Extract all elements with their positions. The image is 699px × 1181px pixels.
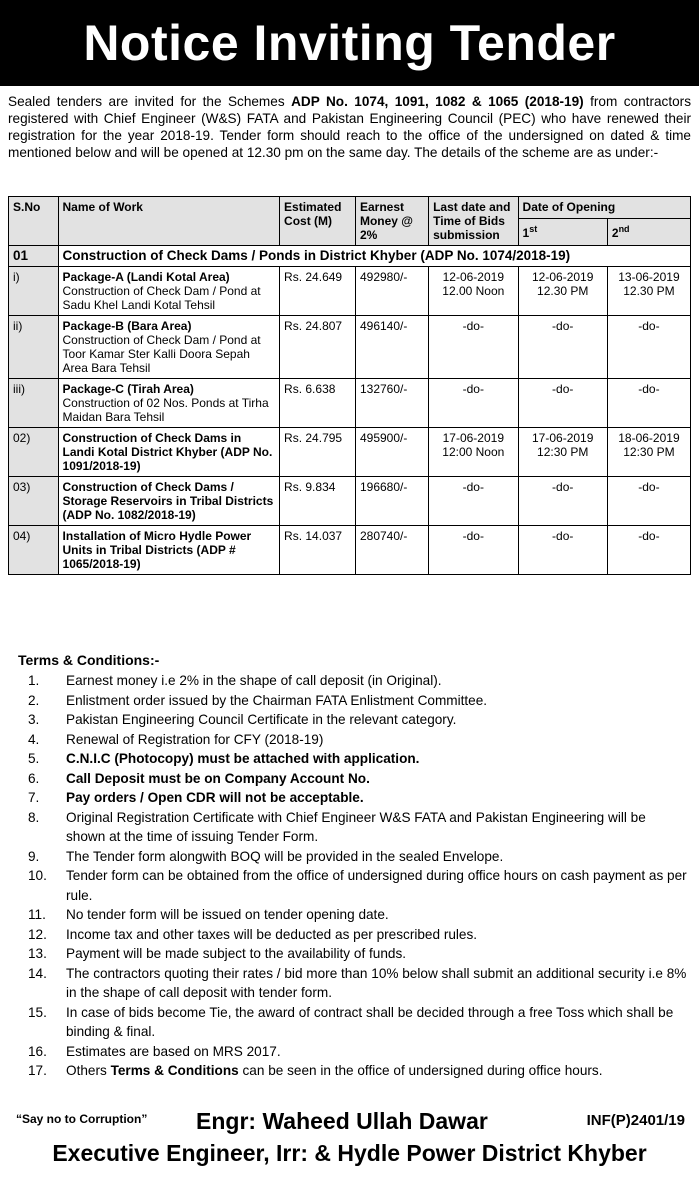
section-title: Construction of Check Dams / Ponds in District Khyber (ADP No. 1074/2018-19) [58, 246, 690, 267]
cell-name [58, 316, 280, 379]
cell-sno: 03) [9, 477, 59, 526]
term-item [18, 808, 688, 847]
term-item [18, 1042, 688, 1062]
work-title: Construction of Check Dams / Storage Reservoirs in Tribal Districts (ADP No. 1082/2018-19) [62, 480, 274, 522]
cell-last-date: -do- [429, 316, 518, 379]
term-text: Estimates are based on MRS 2017. [66, 1043, 281, 1059]
table-row [9, 428, 691, 477]
term-text: The contractors quoting their rates / bid more than 10% below shall submit an additional security i.e 8% in the shape of call deposit with tender form. [66, 965, 687, 1000]
cell-last-date: -do- [429, 379, 518, 428]
cell-second-opening: -do- [607, 477, 690, 526]
intro-text-1: Sealed tenders are invited for the Schemes [8, 94, 292, 109]
inf-reference: INF(P)2401/19 [586, 1112, 685, 1129]
term-number: 14. [28, 965, 47, 981]
term-item [18, 730, 688, 750]
cell-last-date: -do- [429, 526, 518, 575]
term-number: 3. [28, 712, 40, 727]
cell-name [58, 267, 280, 316]
table-row [9, 379, 691, 428]
term-number: 8. [28, 809, 40, 825]
term-text: In case of bids become Tie, the award of contract shall be decided through a free Toss which shall be binding & final. [66, 1004, 674, 1039]
term-number: 1. [28, 673, 40, 688]
cell-first-opening: 17-06-2019 12:30 PM [518, 428, 607, 477]
page-title: Notice Inviting Tender [0, 0, 699, 86]
table-header-row [9, 197, 691, 219]
cell-earnest-money: 495900/- [355, 428, 428, 477]
cell-cost: Rs. 6.638 [280, 379, 356, 428]
table-section-row [9, 246, 691, 267]
term-text: Tender form can be obtained from the office of undersigned during office hours on cash payment as per rule. [66, 868, 687, 903]
cell-earnest-money: 132760/- [355, 379, 428, 428]
term-text: No tender form will be issued on tender opening date. [66, 907, 389, 922]
term-text: Call Deposit must be on Company Account No. [66, 770, 370, 786]
cell-sno: 04) [9, 526, 59, 575]
cell-earnest-money: 496140/- [355, 316, 428, 379]
cell-last-date: 12-06-2019 12.00 Noon [429, 267, 518, 316]
cell-first-opening: -do- [518, 526, 607, 575]
cell-name [58, 526, 280, 575]
term-text: Original Registration Certificate with Chief Engineer W&S FATA and Pakistan Engineering will be shown at the time of issuing Tender Form. [66, 809, 646, 844]
intro-adp-numbers: ADP No. 1074, 1091, 1082 & 1065 (2018-19) [291, 94, 584, 109]
term-text: Pakistan Engineering Council Certificate in the relevant category. [66, 712, 457, 727]
cell-sno: i) [9, 267, 59, 316]
table-row [9, 316, 691, 379]
term-item [18, 691, 688, 711]
term-item [18, 788, 688, 808]
term-number: 6. [28, 770, 40, 786]
term-number: 12. [28, 926, 47, 942]
cell-cost: Rs. 9.834 [280, 477, 356, 526]
header-name: Name of Work [58, 197, 280, 246]
cell-name [58, 428, 280, 477]
term-item [18, 866, 688, 905]
cell-cost: Rs. 24.649 [280, 267, 356, 316]
term-text: C.N.I.C (Photocopy) must be attached with application. [66, 751, 420, 766]
cell-second-opening: -do- [607, 316, 690, 379]
cell-first-opening: -do- [518, 316, 607, 379]
term-text: The Tender form alongwith BOQ will be provided in the sealed Envelope. [66, 848, 504, 864]
terms-heading: Terms & Conditions:- [18, 652, 160, 668]
term-number: 15. [28, 1004, 47, 1020]
term-item [18, 925, 688, 945]
table-row [9, 526, 691, 575]
term-number: 10. [28, 868, 47, 883]
header-cost: Estimated Cost (M) [280, 197, 356, 246]
term-item [18, 905, 688, 925]
work-description: Construction of 02 Nos. Ponds at Tirha Maidan Bara Tehsil [62, 396, 269, 424]
term-number: 2. [28, 692, 40, 708]
term-number: 13. [28, 946, 47, 961]
term-item [18, 769, 688, 789]
term-number: 5. [28, 751, 40, 766]
header-date-of-opening: Date of Opening [518, 197, 690, 219]
cell-last-date: -do- [429, 477, 518, 526]
term-text: Income tax and other taxes will be deducted as per prescribed rules. [66, 926, 478, 942]
term-number: 7. [28, 790, 40, 805]
signature-line [0, 1108, 699, 1138]
term-number: 9. [28, 848, 40, 864]
term-item [18, 944, 688, 964]
term-item [18, 710, 688, 730]
work-description: Construction of Check Dam / Pond at Sadu Khel Landi Kotal Tehsil [62, 284, 261, 312]
cell-first-opening: 12-06-2019 12.30 PM [518, 267, 607, 316]
term-item [18, 847, 688, 867]
engineer-designation: Executive Engineer, Irr: & Hydle Power District Khyber [52, 1140, 647, 1166]
cell-first-opening: -do- [518, 477, 607, 526]
engineer-name: Engr: Waheed Ullah Dawar [196, 1108, 488, 1134]
table-row [9, 477, 691, 526]
term-number: 4. [28, 731, 40, 747]
term-text: Renewal of Registration for CFY (2018-19) [66, 731, 324, 747]
work-title: Construction of Check Dams in Landi Kotal District Khyber (ADP No. 1091/2018-19) [62, 431, 273, 473]
work-title: Package-B (Bara Area) [62, 319, 192, 333]
work-description: Construction of Check Dam / Pond at Toor Kamar Ster Kalli Doora Sepah Area Bara Tehsil [62, 333, 261, 375]
term-text: Pay orders / Open CDR will not be acceptable. [66, 790, 364, 805]
cell-name [58, 477, 280, 526]
term-text: Enlistment order issued by the Chairman FATA Enlistment Committee. [66, 692, 488, 708]
header-earnest-money: Earnest Money @ 2% [355, 197, 428, 246]
cell-sno: iii) [9, 379, 59, 428]
term-text: Payment will be made subject to the availability of funds. [66, 946, 407, 961]
cell-earnest-money: 280740/- [355, 526, 428, 575]
term-item [18, 671, 688, 691]
work-title: Package-C (Tirah Area) [62, 382, 194, 396]
cell-cost: Rs. 24.807 [280, 316, 356, 379]
anti-corruption-slogan: “Say no to Corruption” [16, 1112, 148, 1126]
term-item [18, 1061, 688, 1081]
term-number: 16. [28, 1043, 47, 1059]
tender-table [8, 196, 691, 575]
cell-sno: 02) [9, 428, 59, 477]
term-item [18, 964, 688, 1003]
terms-and-conditions [18, 652, 688, 1081]
intro-text-2: from contractors registered with Chief Engineer (W&S) FATA and Pakistan Engineering Council (PEC) who have renewed their registration for the year 2018-19. Tender form should reach to the office of the undersigned on dated & time mentioned below and will be opened at 12.30 pm on the same day. The details of the scheme are as under:- [8, 94, 691, 160]
cell-name [58, 379, 280, 428]
header-second-opening: 2nd [607, 219, 690, 246]
cell-earnest-money: 196680/- [355, 477, 428, 526]
term-text: Earnest money i.e 2% in the shape of call deposit (in Original). [66, 673, 442, 688]
term-number: 11. [28, 907, 46, 922]
cell-cost: Rs. 24.795 [280, 428, 356, 477]
intro-paragraph [8, 93, 691, 161]
cell-last-date: 17-06-2019 12:00 Noon [429, 428, 518, 477]
header-sno: S.No [9, 197, 59, 246]
cell-cost: Rs. 14.037 [280, 526, 356, 575]
section-sno: 01 [9, 246, 59, 267]
cell-earnest-money: 492980/- [355, 267, 428, 316]
table-row [9, 267, 691, 316]
term-item [18, 749, 688, 769]
work-title: Package-A (Landi Kotal Area) [62, 270, 230, 284]
cell-second-opening: 13-06-2019 12.30 PM [607, 267, 690, 316]
cell-second-opening: 18-06-2019 12:30 PM [607, 428, 690, 477]
header-last-date: Last date and Time of Bids submission [429, 197, 518, 246]
work-title: Installation of Micro Hydle Power Units in Tribal Districts (ADP # 1065/2018-19) [62, 529, 252, 571]
term-text: Others Terms & Conditions can be seen in the office of undersigned during office hours. [66, 1063, 603, 1078]
cell-sno: ii) [9, 316, 59, 379]
cell-second-opening: -do- [607, 379, 690, 428]
cell-first-opening: -do- [518, 379, 607, 428]
terms-list [18, 671, 688, 1061]
header-first-opening: 1st [518, 219, 607, 246]
term-item [18, 1003, 688, 1042]
cell-second-opening: -do- [607, 526, 690, 575]
term-number: 17. [28, 1063, 47, 1078]
